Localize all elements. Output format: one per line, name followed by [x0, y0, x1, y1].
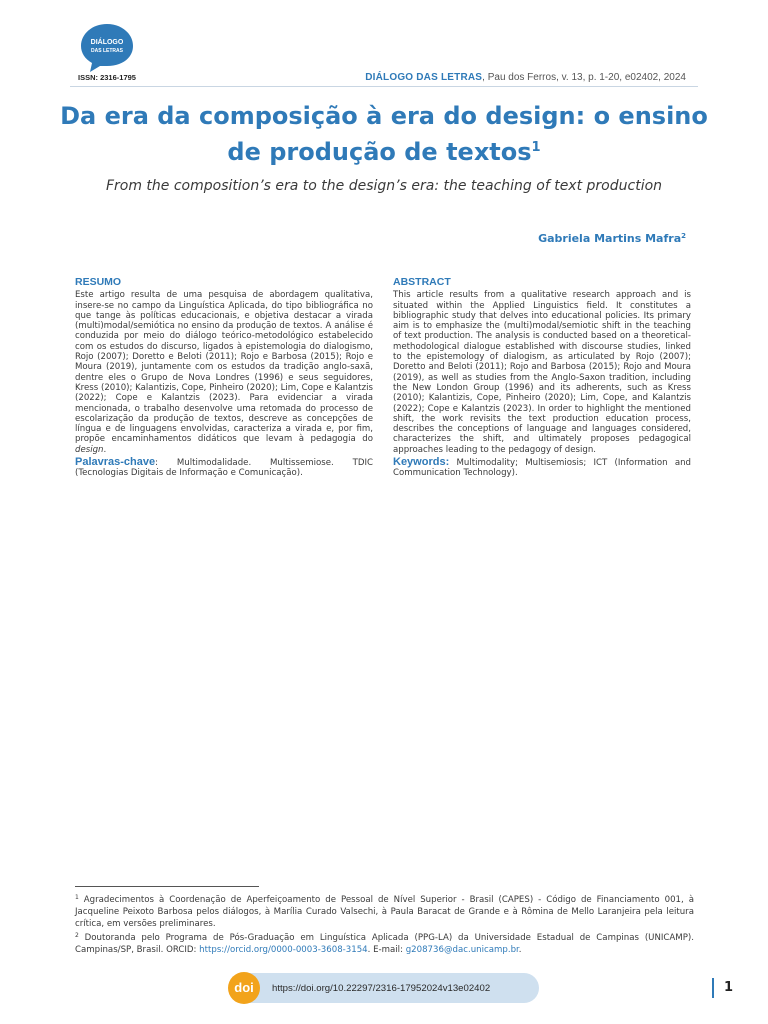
footnote-rule	[75, 886, 259, 887]
doi-icon: doi	[228, 972, 260, 1004]
keywords-label: Keywords:	[393, 456, 450, 469]
journal-citation	[365, 72, 686, 83]
title-line-2	[60, 132, 708, 168]
abstract-text: This article results from a qualitative research approach and is situated within the Applied Linguistics field. It constitutes a bibliographic study that delves into educational policies. Its primary aim is to emphasize the (multi)modal/semiotic shift in the teaching of text production. The analysis is conducted based on a theoretical-methodological dialogue established with discourse studies, linked to the epistemology of dialogism, as articulated by Rojo (2007); Doretto and Beloti (2011); Rojo and Barbosa (2015); Rojo and Moura (2019), as well as studies from the Anglo-Saxon tradition, including the New London Group (1996) and its adherents, such as Kress (2010); Kalantizis, Cope, Pinheiro (2020); Lim, Cope, and Kalantzis (2022); Cope e Kalantzis (2023). In order to highlight the mentioned shift, the work revisits the text production education process, describes the conceptions of language and languages considered, characterizes the shift, and ultimately proposes pedagogical approaches leading to the pedagogy of design.	[393, 290, 691, 455]
svg-text:DIÁLOGO: DIÁLOGO	[90, 39, 124, 46]
article-subtitle: From the composition’s era to the design’s era: the teaching of text production	[105, 178, 663, 194]
abstract-section	[393, 277, 691, 479]
keywords	[393, 457, 691, 479]
page-number-bar	[712, 978, 714, 998]
author	[538, 232, 686, 245]
title-footnote-ref[interactable]: 1	[531, 140, 541, 155]
resumo-section	[75, 277, 373, 479]
title-line-1: Da era da composição à era do design: o ensino	[60, 102, 708, 130]
author-name: Gabriela Martins Mafra	[538, 232, 682, 245]
author-footnote-ref[interactable]: 2	[681, 232, 686, 240]
header-divider	[70, 86, 698, 87]
journal-logo	[78, 22, 136, 72]
footnote-1-text: Agradecimentos à Coordenação de Aperfeiçoamento de Pessoal de Nível Superior - Brasil (CAPES) - Código de Financiamento 001, à Jacqueline Peixoto Barbosa pelos diálogos, à Marília Curado Valsechi, à Paula Baracat de Grande e à Rômina de Mello Laranjeira pela leitura crítica, em versões preliminares.	[75, 895, 694, 929]
resumo-text-italic: design	[75, 444, 104, 455]
footnote-1-number: 1	[75, 894, 79, 901]
abstract-heading: ABSTRACT	[393, 276, 451, 288]
palavras-chave-text: : Multimodalidade. Multissemiose. TDIC (Tecnologias Digitais de Informação e Comunicação).	[75, 458, 373, 479]
footnote-2-end: .	[518, 945, 522, 955]
footnote-2-text: Doutoranda pelo Programa de Pós-Graduação em Linguística Aplicada (PPG-LA) da Universidade Estadual de Campinas (UNICAMP). Campinas/SP, Brasil. ORCID:	[75, 933, 694, 955]
page-number: 1	[724, 980, 734, 995]
resumo-text	[75, 290, 373, 455]
footnote-2	[75, 930, 694, 956]
journal-name: DIÁLOGO DAS LETRAS	[365, 72, 483, 83]
email-label: . E-mail:	[367, 945, 406, 955]
doi-link[interactable]: https://doi.org/10.22297/2316-17952024v13e02402	[272, 983, 491, 994]
palavras-chave	[75, 457, 373, 479]
resumo-text-end: .	[103, 444, 107, 455]
palavras-chave-label: Palavras-chave	[75, 456, 156, 469]
resumo-heading: RESUMO	[75, 276, 122, 288]
svg-text:DAS LETRAS: DAS LETRAS	[91, 48, 123, 54]
title-line-2-text: de produção de textos	[227, 138, 532, 166]
resumo-text-body: Este artigo resulta de uma pesquisa de abordagem qualitativa, insere-se no campo da Linguística Aplicada, do tipo bibliográfica no que tange às políticas educacionais, e objetiva destacar a virada (multi)modal/semiótica no ensino da produção de textos. A análise é conduzida por meio do diálogo teórico-metodológico estabelecido com os estudos do discurso, ligados à epistemologia do dialogismo, Rojo (2007); Doretto e Beloti (2011); Rojo e Barbosa (2015); Rojo e Moura (2019), juntamente com os estudos da tradição anglo-saxã, dentre eles o Grupo de Nova Londres (1996) e seus seguidores, Kress (2010); Kalantizis, Cope, Pinheiro (2020); Lim, Cope e Kalantzis (2022); Cope e Kalantzis (2023). Para evidenciar a virada mencionada, o trabalho desenvolve uma retomada do processo de escolarização da produção de textos, descreve as concepções de língua e de linguagens envolvidas, caracteriza a virada e, por fim, propõe encaminhamentos didáticos que levam à pedagogia do	[75, 290, 373, 445]
orcid-link[interactable]: https://orcid.org/0000-0003-3608-3154	[199, 945, 368, 955]
email-link[interactable]: g208736@dac.unicamp.br	[405, 945, 519, 955]
article-title	[60, 101, 708, 168]
issn: ISSN: 2316-1795	[78, 73, 136, 82]
citation-details: , Pau dos Ferros, v. 13, p. 1-20, e02402, 2024	[482, 72, 686, 83]
keywords-text: Multimodality; Multisemiosis; ICT (Information and Communication Technology).	[393, 458, 691, 479]
footnote-2-number: 2	[75, 932, 79, 939]
footnotes	[75, 892, 694, 956]
footnote-1	[75, 892, 694, 930]
